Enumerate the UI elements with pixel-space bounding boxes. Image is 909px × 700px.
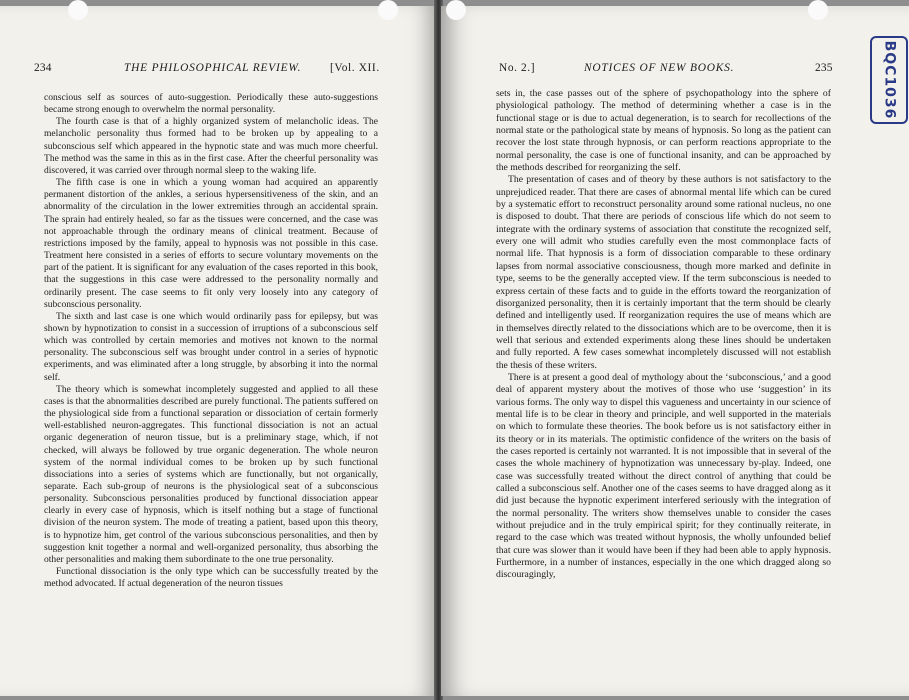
library-stamp	[870, 36, 908, 124]
paragraph: Functional dissociation is the only type which can be successfully treated by the method advocated. If actual degeneration of the neuron tissues	[44, 566, 378, 590]
left-running-head: THE PHILOSOPHICAL REVIEW.	[124, 62, 302, 74]
paragraph: There is at present a good deal of mythology about the ‘subconscious,’ and a good deal of apparent mystery about the motives of those who use ‘suggestion’ in its various forms. The only way to dispel this vagueness and uncertainty in our science of mental life is to be clear in theory and principle, and well supported in the materials on which to formulate these theories. The book before us is not satisfactory either in its theory or in its materials. The optimistic confidence of the writers on the basis of the cases reported is certainly not warranted. It is not impossible that in several of the cases the whole machinery of hypnotization was unnecessary by-play. Indeed, one case was successfully treated without the direct control of anything that could be called a subconscious self. Another one of the cases seems to have dragged along as it did just because the hypnotic experiment interfered seriously with the integration of the normal personality. The writers show themselves unable to consider the cases without prejudice and in the truly empirical spirit; for they continually reiterate, in regard to the case which was treated without hypnosis, the wholly unfounded belief that cure was slower than it would have been if they had been able to apply hypnosis. Furthermore, in a number of instances, especially in the one which dragged along so discouragingly,	[496, 371, 831, 581]
paragraph: sets in, the case passes out of the sphere of psychopathology into the sphere of physiological pathology. The method of determining whether a case is in the functional stage or is due to actual degeneration, is to search for recollections of the normal state or the pathological state by means of hypnosis. So long as the patient can recover the lost state through hypnosis, or can perform reactions appropriate to the normal personality, the case is one of functional insanity, and can be approached by the methods described for reorganizing the self.	[496, 88, 831, 174]
right-page-number: 235	[815, 62, 833, 74]
volume-label: [Vol. XII.	[330, 62, 380, 74]
paragraph: The fifth case is one in which a young woman had acquired an apparently permanent distortion of the ankles, a serious hypersensitiveness of the skin, and an abnormality of the circulation in the lower extremities through an accidental sprain. The sprain had entirely healed, so far as the tissues were concerned, and the case was not approachable through the ordinary means of clinical treatment. Because of restrictions imposed by the family, appeal to hypnosis was not possible in this case. Treatment here consisted in a series of efforts to secure voluntary movements on the part of the patient. It is significant for any evaluation of the cases reported in this book, that the suggestions in this case were addressed to the personality normally and ordinarily present. The case seems to fit only very loosely into any category of subconscious personality.	[44, 177, 378, 310]
binding-hole-icon	[68, 0, 88, 20]
binding-hole-icon	[446, 0, 466, 20]
binding-hole-icon	[808, 0, 828, 20]
paragraph: conscious self as sources of auto-suggestion. Periodically these auto-suggestions became strong enough to overwhelm the normal personality.	[44, 92, 378, 116]
left-page-body	[44, 92, 378, 590]
paragraph: The fourth case is that of a highly organized system of melancholic ideas. The melancholic personality thus formed had to be broken up by appealing to a subconscious self which appeared in the hypnotic state and was much more cheerful. The method was the same in this as in the first case. After the cheerful personality was discovered, it was carried over through normal sleep to the waking life.	[44, 116, 378, 176]
issue-label: No. 2.]	[499, 62, 536, 74]
right-page-body	[496, 88, 831, 582]
left-page-number: 234	[34, 62, 52, 74]
paragraph: The theory which is somewhat incompletely suggested and applied to all these cases is that the abnormalities described are purely functional. The patients suffered on the physiological side from a functional separation or dissociation of certain formerly well-established neuron-aggregates. This functional dissociation is not an actual organic degeneration of neuron tissue, but is a preliminary stage, which, if not checked, will always be followed by true organic degeneration. The whole neuron system of the normal individual comes to be broken up by such functional dissociations into a series of systems which are functionally, but not organically, separate. Each sub-group of neurons is the physiological seat of a subconscious personality. Subconscious personalities produced by functional dissociation appear clearly in every case of hypnosis, which is itself nothing but a stage of functional division of the neuron system. The mode of treating a patient, based upon this theory, is to hypnotize him, get control of the various subconscious personalities, and then by suggestion knit together a normal and well-organized personality, thus absorbing the other personalities and making them subordinate to the one true personality.	[44, 383, 378, 565]
paragraph: The sixth and last case is one which would ordinarily pass for epilepsy, but was shown by hypnotization to consist in a succession of irruptions of a subconscious self which was controlled by certain memories and motives not known to the normal personality. The subconscious self was brought under control in a series of hypnotic experiments, and was eliminated after a long struggle, by absorbing it into the normal self.	[44, 310, 378, 383]
right-page	[441, 6, 909, 696]
left-page	[0, 6, 436, 696]
binding-hole-icon	[378, 0, 398, 20]
right-running-head: NOTICES OF NEW BOOKS.	[584, 62, 735, 74]
paragraph: The presentation of cases and of theory by these authors is not satisfactory to the unprejudiced reader. That there are cases of abnormal mental life which can be cured by a systematic effort to reconstruct personality around some rational nucleus, no one is disposed to doubt. That there are periods of conscious life which do not seem to integrate with the ordinary systems of association that constitute the recognized self, every one will admit who studies carefully even the most commonplace facts of normal life. That hypnosis is a form of dissociation comparable to these ordinary lapses from normal associative consciousness, though more marked and definite in type, seems to be the generally accepted view. If the term subconscious is needed to express certain of these facts and to guide in the efforts toward the reorganization of disorganized personality, then it is certainly important that the term should be clearly defined and intelligently used. If reorganization requires the use of means which are in themselves directly related to the dissociations which are to be overcome, then it is well that serious and extended experiments along these lines should be undertaken and fully reported. A few cases somewhat incompletely discussed will not establish the thesis of these writers.	[496, 174, 831, 371]
stamp-text: BQC1036	[881, 40, 897, 120]
